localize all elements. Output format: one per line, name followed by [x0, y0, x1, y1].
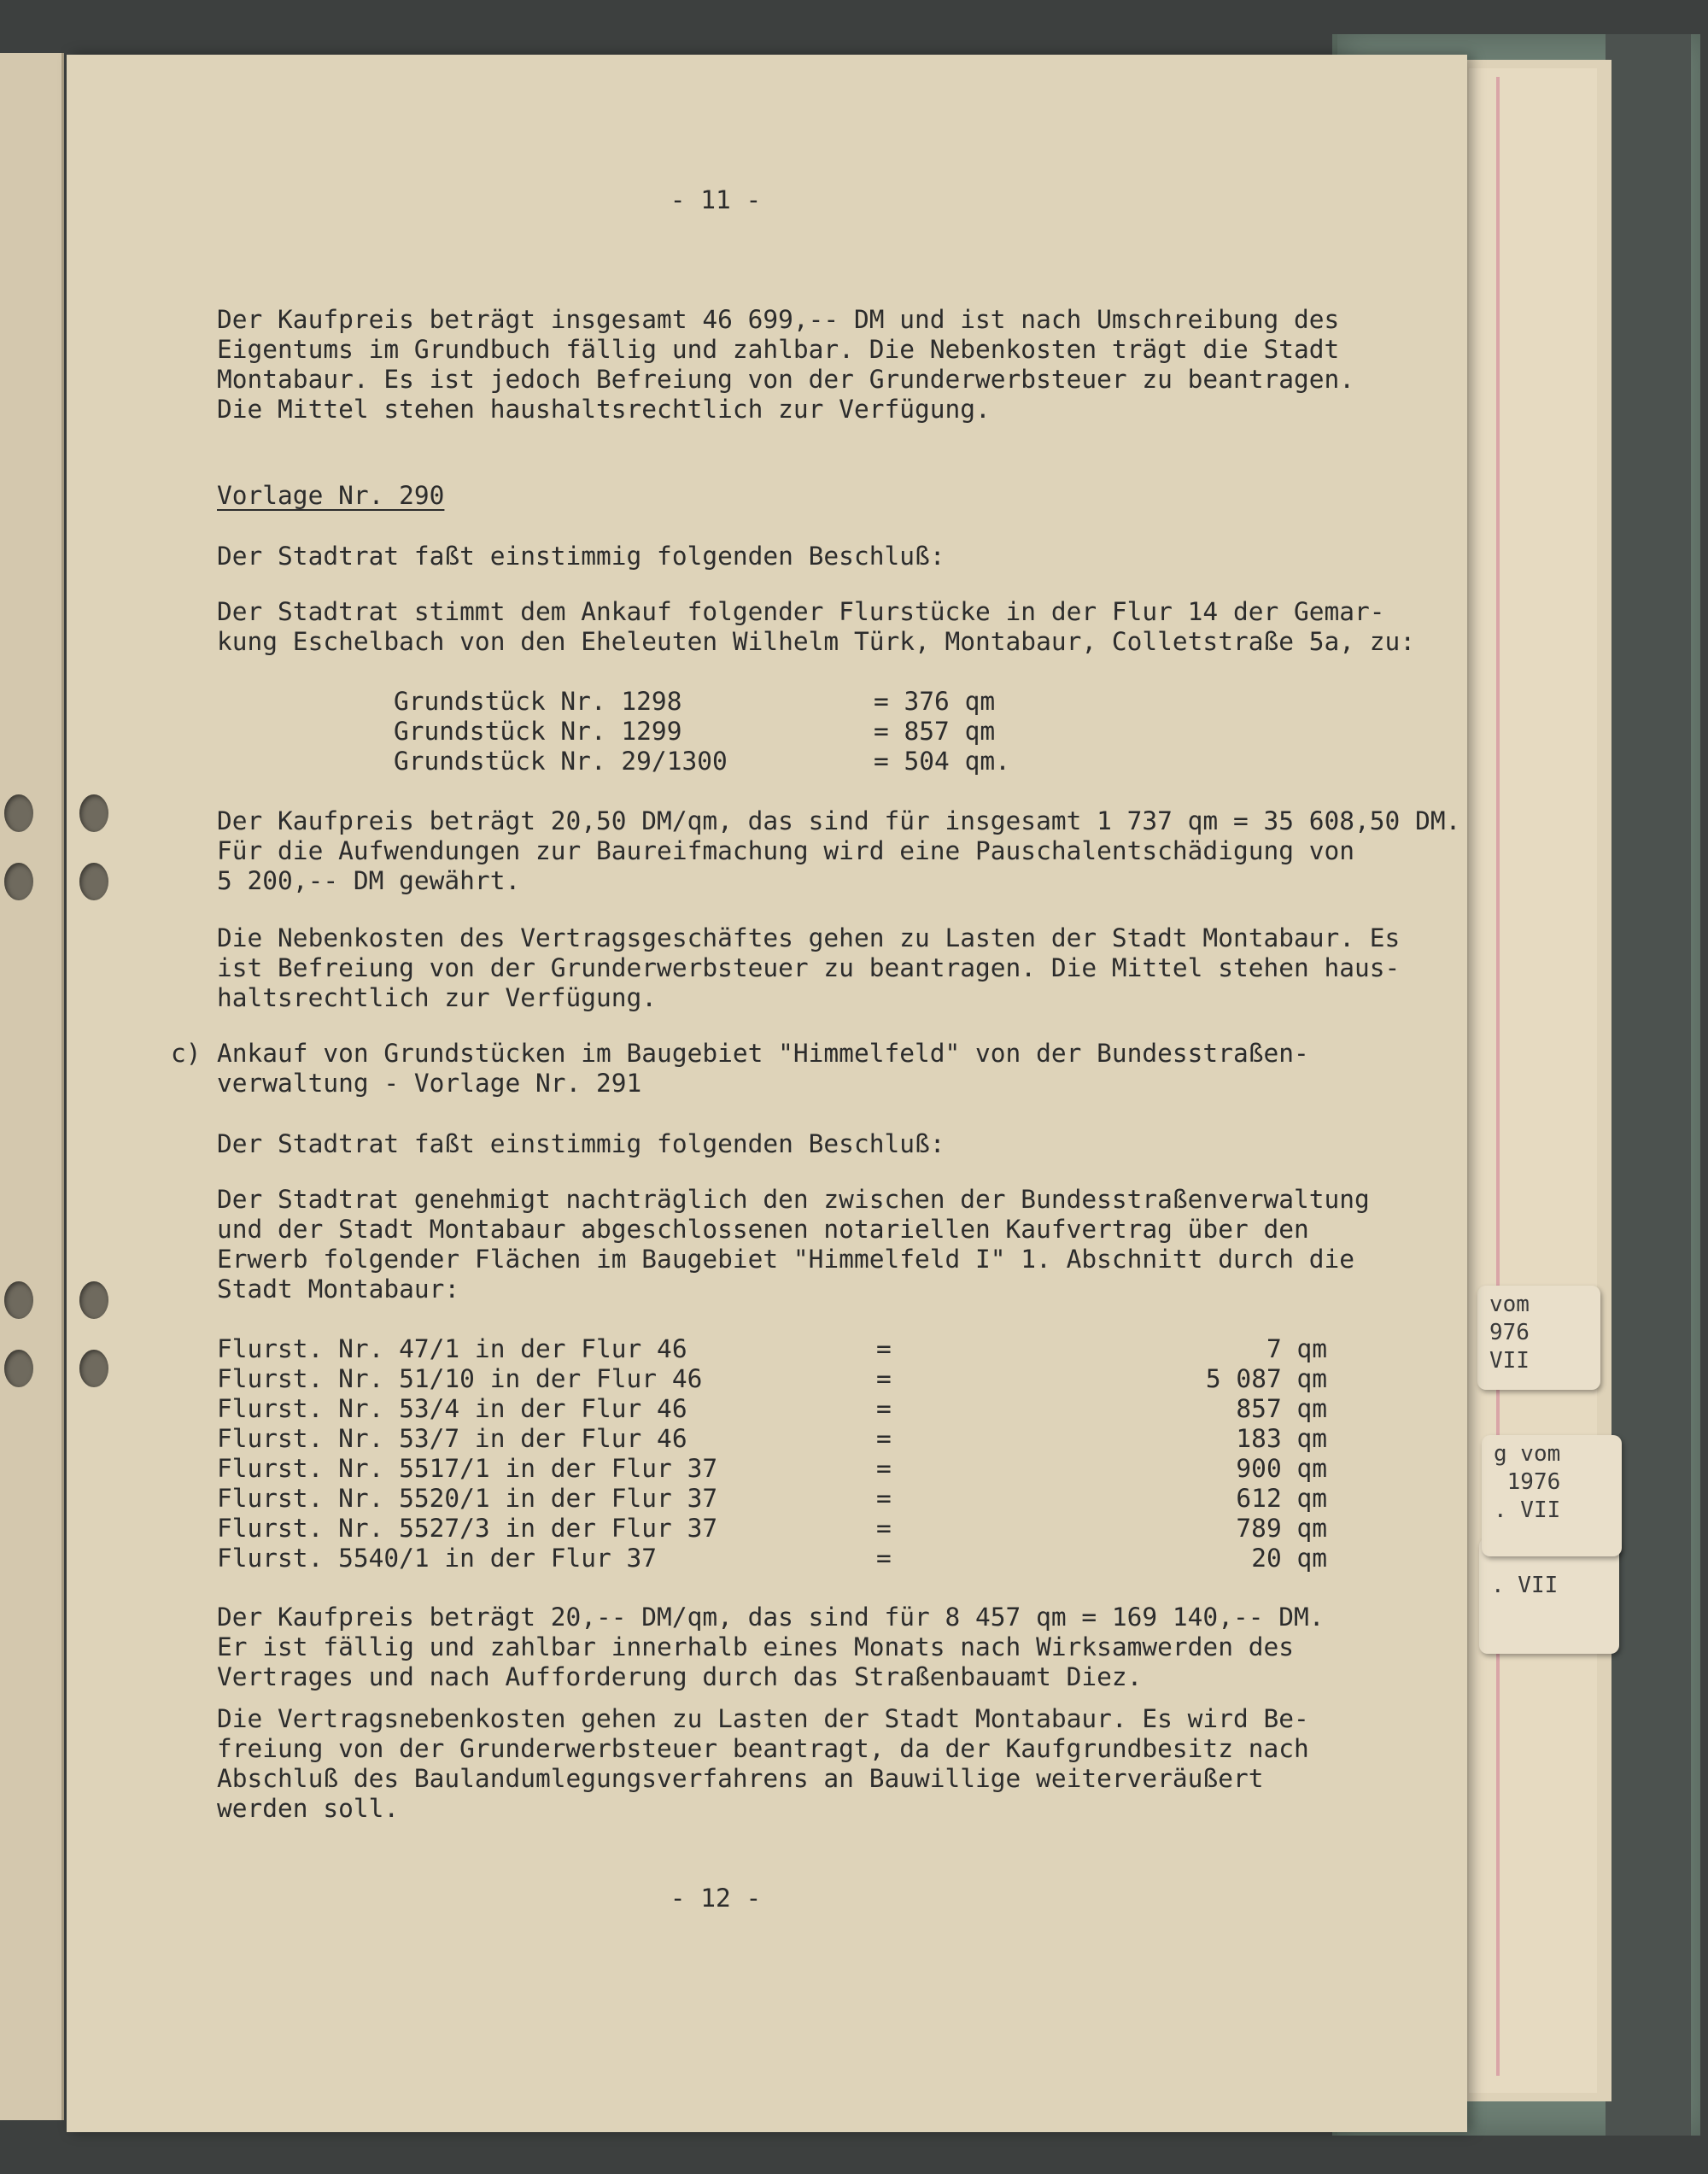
- text-line: Die Nebenkosten des Vertragsgeschäftes gehen zu Lasten der Stadt Montabaur. Es: [217, 923, 1401, 952]
- parcel-value: 900 qm: [1236, 1454, 1327, 1483]
- parcel-equals: =: [876, 1424, 892, 1453]
- pink-page-edge: [1496, 77, 1500, 2076]
- parcel-value: 789 qm: [1236, 1514, 1327, 1543]
- text-line: Stadt Montabaur:: [217, 1275, 460, 1304]
- parcel-equals: =: [876, 1454, 892, 1483]
- text-line: Der Kaufpreis beträgt 20,50 DM/qm, das sind für insgesamt 1 737 qm = 35 608,50 DM.: [217, 806, 1461, 835]
- index-tab-1[interactable]: vom 976 VII: [1477, 1286, 1600, 1390]
- punch-hole: [4, 1281, 33, 1319]
- parcel-equals: =: [876, 1514, 892, 1543]
- index-tab-2[interactable]: g vom 1976 . VII: [1482, 1435, 1622, 1556]
- text-line: 5 200,-- DM gewährt.: [217, 866, 521, 895]
- parcel-row: [217, 1334, 1327, 1364]
- section-c-title: verwaltung - Vorlage Nr. 291: [217, 1069, 642, 1098]
- parcel-row: [217, 1514, 1327, 1544]
- punch-hole: [79, 1281, 108, 1319]
- section-c-title: Ankauf von Grundstücken im Baugebiet "Himmelfeld" von der Bundesstraßen-: [217, 1039, 1309, 1068]
- page-number-bottom: - 12 -: [670, 1884, 762, 1913]
- parcel-value: = 504 qm.: [874, 747, 1010, 776]
- text-line: und der Stadt Montabaur abgeschlossenen notariellen Kaufvertrag über den: [217, 1215, 1309, 1244]
- parcel-row: [217, 1544, 1327, 1573]
- page-number-top: - 11 -: [670, 185, 762, 214]
- parcel-value: 5 087 qm: [1205, 1364, 1327, 1393]
- parcel-label: Grundstück Nr. 1298: [394, 687, 682, 716]
- index-tab-3[interactable]: . VII: [1479, 1538, 1619, 1654]
- parcel-value: = 857 qm: [874, 717, 996, 746]
- decision-intro: Der Stadtrat faßt einstimmig folgenden Beschluß:: [217, 542, 945, 571]
- parcel-value: 183 qm: [1236, 1424, 1327, 1453]
- parcel-equals: =: [876, 1544, 892, 1573]
- text-line: Der Kaufpreis beträgt insgesamt 46 699,-- DM und ist nach Umschreibung des: [217, 305, 1340, 334]
- text-line: Die Mittel stehen haushaltsrechtlich zur Verfügung.: [217, 395, 991, 424]
- text-line: Der Kaufpreis beträgt 20,-- DM/qm, das sind für 8 457 qm = 169 140,-- DM.: [217, 1603, 1325, 1632]
- parcel-value: 612 qm: [1236, 1484, 1327, 1513]
- vorlage-290-heading: Vorlage Nr. 290: [217, 481, 445, 510]
- text-line: werden soll.: [217, 1794, 400, 1823]
- parcel-equals: =: [876, 1334, 892, 1363]
- text-line: Die Vertragsnebenkosten gehen zu Lasten der Stadt Montabaur. Es wird Be-: [217, 1704, 1309, 1733]
- parcel-label: Flurst. Nr. 53/7 in der Flur 46: [217, 1424, 687, 1453]
- parcel-value: 857 qm: [1236, 1394, 1327, 1423]
- parcel-row: [217, 1454, 1327, 1484]
- text-line: ist Befreiung von der Grunderwerbsteuer zu beantragen. Die Mittel stehen haus-: [217, 953, 1401, 982]
- text-line: Er ist fällig und zahlbar innerhalb eines Monats nach Wirksamwerden des: [217, 1632, 1294, 1661]
- section-c-marker: c): [171, 1039, 202, 1068]
- parcel-label: Flurst. Nr. 5517/1 in der Flur 37: [217, 1454, 718, 1483]
- text-line: Für die Aufwendungen zur Baureifmachung wird eine Pauschalentschädigung von: [217, 836, 1355, 865]
- left-facing-page: [0, 53, 64, 2120]
- punch-hole: [4, 794, 33, 832]
- document-page: [67, 55, 1467, 2132]
- parcel-value: 7 qm: [1266, 1334, 1327, 1363]
- text-line: Vertrages und nach Aufforderung durch das Straßenbauamt Diez.: [217, 1662, 1143, 1691]
- parcel-equals: =: [876, 1364, 892, 1393]
- punch-hole: [79, 1350, 108, 1387]
- punch-hole: [4, 863, 33, 900]
- decision-intro: Der Stadtrat faßt einstimmig folgenden Beschluß:: [217, 1129, 945, 1158]
- punch-hole: [79, 863, 108, 900]
- parcel-row: [217, 1424, 1327, 1454]
- parcel-label: Flurst. Nr. 53/4 in der Flur 46: [217, 1394, 687, 1423]
- parcel-row: [394, 747, 1504, 776]
- text-line: Abschluß des Baulandumlegungsverfahrens an Bauwillige weiterveräußert: [217, 1764, 1264, 1793]
- parcel-equals: =: [876, 1484, 892, 1513]
- text-line: Der Stadtrat stimmt dem Ankauf folgender Flurstücke in der Flur 14 der Gemar-: [217, 597, 1385, 626]
- text-line: Erwerb folgender Flächen im Baugebiet "Himmelfeld I" 1. Abschnitt durch die: [217, 1245, 1355, 1274]
- punch-hole: [4, 1350, 33, 1387]
- text-line: freiung von der Grunderwerbsteuer beantragt, da der Kaufgrundbesitz nach: [217, 1734, 1309, 1763]
- text-line: Eigentums im Grundbuch fällig und zahlbar. Die Nebenkosten trägt die Stadt: [217, 335, 1340, 364]
- binder-spine-corner: [1606, 34, 1691, 2136]
- parcel-row: [217, 1484, 1327, 1514]
- page-stack-inner: [1469, 68, 1597, 2093]
- parcel-row: [394, 687, 1504, 717]
- parcel-row: [217, 1364, 1327, 1394]
- parcel-label: Flurst. Nr. 5520/1 in der Flur 37: [217, 1484, 718, 1513]
- text-line: haltsrechtlich zur Verfügung.: [217, 983, 658, 1012]
- parcel-value: = 376 qm: [874, 687, 996, 716]
- parcel-label: Flurst. Nr. 51/10 in der Flur 46: [217, 1364, 703, 1393]
- parcel-label: Grundstück Nr. 29/1300: [394, 747, 728, 776]
- parcel-row: [217, 1394, 1327, 1424]
- parcel-row: [394, 717, 1504, 747]
- text-line: Der Stadtrat genehmigt nachträglich den zwischen der Bundesstraßenverwaltung: [217, 1185, 1370, 1214]
- parcel-value: 20 qm: [1251, 1544, 1327, 1573]
- parcel-label: Flurst. Nr. 5527/3 in der Flur 37: [217, 1514, 718, 1543]
- text-line: kung Eschelbach von den Eheleuten Wilhelm Türk, Montabaur, Colletstraße 5a, zu:: [217, 627, 1416, 656]
- text-line: Montabaur. Es ist jedoch Befreiung von der Grunderwerbsteuer zu beantragen.: [217, 365, 1355, 394]
- parcel-label: Flurst. Nr. 47/1 in der Flur 46: [217, 1334, 687, 1363]
- parcel-label: Flurst. 5540/1 in der Flur 37: [217, 1544, 658, 1573]
- punch-hole: [79, 794, 108, 832]
- parcel-equals: =: [876, 1394, 892, 1423]
- parcel-label: Grundstück Nr. 1299: [394, 717, 682, 746]
